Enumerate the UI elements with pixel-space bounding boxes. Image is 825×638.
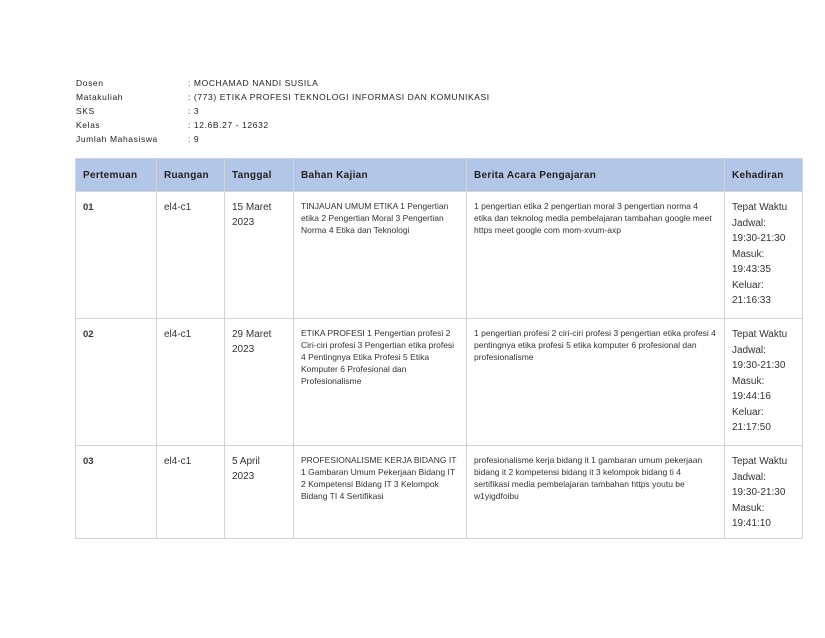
sks-label: SKS — [76, 106, 95, 116]
jadwal-label: Jadwal: — [732, 217, 766, 229]
info-row-kelas — [76, 118, 490, 132]
jadwal-label: Jadwal: — [732, 471, 766, 483]
ruangan-cell: el4-c1 — [157, 192, 225, 319]
dosen-value: : MOCHAMAD NANDI SUSILA — [188, 78, 319, 88]
course-info — [76, 76, 490, 146]
jumlah-mahasiswa-label: Jumlah Mahasiswa — [76, 134, 158, 144]
table-row — [76, 192, 803, 319]
kehadiran-status: Tepat Waktu — [732, 456, 788, 467]
kehadiran-status: Tepat Waktu — [732, 329, 788, 340]
pertemuan-cell: 02 — [76, 319, 157, 446]
tanggal-date: 15 Maret — [232, 202, 272, 213]
pertemuan-cell: 03 — [76, 446, 157, 539]
kehadiran-cell — [725, 319, 803, 446]
masuk-value: 19:44:16 — [732, 391, 771, 402]
ruangan-cell: el4-c1 — [157, 319, 225, 446]
tanggal-cell — [225, 319, 294, 446]
masuk-value: 19:43:35 — [732, 264, 771, 275]
keluar-value: 21:16:33 — [732, 295, 771, 306]
bahan-kajian-cell: ETIKA PROFESI 1 Pengertian profesi 2 Ciri-ciri profesi 3 Pengertian etika profesi 4 Pentingnya Etika Profesi 5 Etika Komputer 6 Profesional dan Profesionalisme — [294, 319, 467, 446]
matakuliah-label: Matakuliah — [76, 92, 124, 102]
info-row-sks — [76, 104, 490, 118]
col-berita-acara: Berita Acara Pengajaran — [467, 159, 725, 192]
tanggal-date: 29 Maret — [232, 329, 272, 340]
kelas-value: : 12.6B.27 - 12632 — [188, 120, 269, 130]
kehadiran-cell — [725, 192, 803, 319]
berita-acara-cell: 1 pengertian etika 2 pengertian moral 3 pengertian norma 4 etika dan teknolog media pembelajaran tambahan google meet https meet google com mom-xvum-axp — [467, 192, 725, 319]
table-row — [76, 319, 803, 446]
pertemuan-cell: 01 — [76, 192, 157, 319]
keluar-label: Keluar: — [732, 406, 764, 418]
bahan-kajian-cell: TINJAUAN UMUM ETIKA 1 Pengertian etika 2 Pengertian Moral 3 Pengertian Norma 4 Etika dan Teknologi — [294, 192, 467, 319]
berita-acara-cell: profesionalisme kerja bidang it 1 gambaran umum pekerjaan bidang it 2 kompetensi bidang it 3 kelompok bidang ti 4 sertifikasi media pembelajaran tambahan https youtu be w1yigdfoibu — [467, 446, 725, 539]
kelas-label: Kelas — [76, 120, 101, 130]
dosen-label: Dosen — [76, 78, 104, 88]
bahan-kajian-cell: PROFESIONALISME KERJA BIDANG IT 1 Gambaran Umum Pekerjaan Bidang IT 2 Kompetensi Bidang IT 3 Kelompok Bidang TI 4 Sertifikasi — [294, 446, 467, 539]
keluar-value: 21:17:50 — [732, 422, 771, 433]
jumlah-mahasiswa-value: : 9 — [188, 134, 200, 144]
masuk-value: 19:41:10 — [732, 518, 771, 529]
keluar-label: Keluar: — [732, 279, 764, 291]
info-row-dosen — [76, 76, 490, 90]
info-row-jumlah — [76, 132, 490, 146]
col-ruangan: Ruangan — [157, 159, 225, 192]
info-row-matakuliah — [76, 90, 490, 104]
col-pertemuan: Pertemuan — [76, 159, 157, 192]
masuk-label: Masuk: — [732, 375, 765, 387]
tanggal-year: 2023 — [232, 344, 255, 355]
ruangan-cell: el4-c1 — [157, 446, 225, 539]
jadwal-value: 19:30-21:30 — [732, 233, 786, 244]
kehadiran-status: Tepat Waktu — [732, 202, 788, 213]
tanggal-cell — [225, 192, 294, 319]
tanggal-year: 2023 — [232, 471, 255, 482]
jadwal-label: Jadwal: — [732, 344, 766, 356]
berita-acara-cell: 1 pengertian profesi 2 ciri-ciri profesi 3 pengertian etika profesi 4 pentingnya etika profesi 5 etika komputer 6 profesional dan profesionalisme — [467, 319, 725, 446]
matakuliah-value: : (773) ETIKA PROFESI TEKNOLOGI INFORMASI DAN KOMUNIKASI — [188, 92, 490, 102]
kehadiran-cell — [725, 446, 803, 539]
col-tanggal: Tanggal — [225, 159, 294, 192]
masuk-label: Masuk: — [732, 502, 765, 514]
col-bahan-kajian: Bahan Kajian — [294, 159, 467, 192]
table-header-row — [76, 159, 803, 192]
masuk-label: Masuk: — [732, 248, 765, 260]
jadwal-value: 19:30-21:30 — [732, 360, 786, 371]
col-kehadiran: Kehadiran — [725, 159, 803, 192]
jadwal-value: 19:30-21:30 — [732, 487, 786, 498]
sks-value: : 3 — [188, 106, 200, 116]
tanggal-cell — [225, 446, 294, 539]
tanggal-year: 2023 — [232, 217, 255, 228]
attendance-table — [75, 158, 803, 539]
tanggal-date: 5 April — [232, 456, 260, 467]
table-row — [76, 446, 803, 539]
